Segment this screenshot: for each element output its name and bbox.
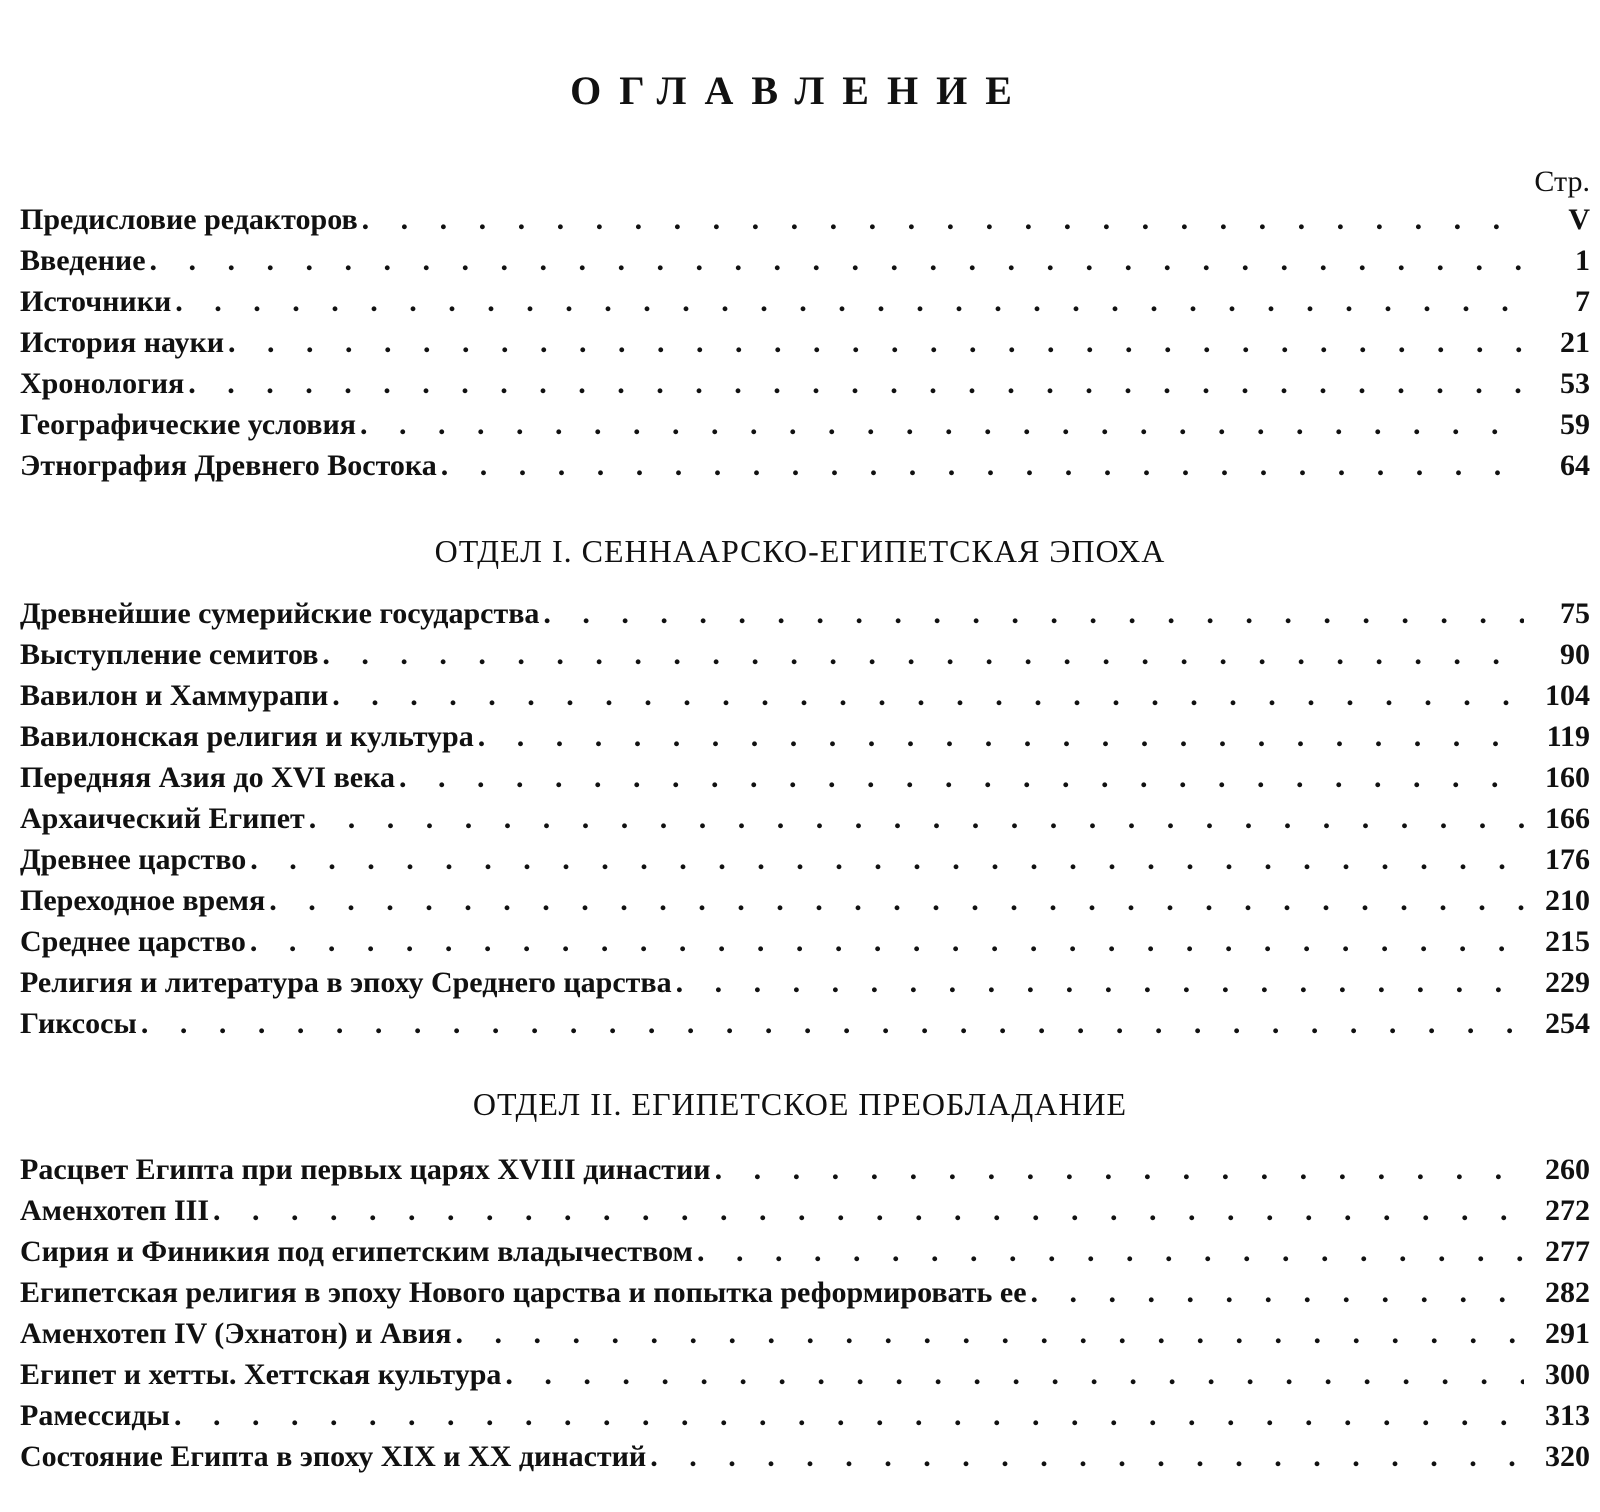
toc-entry-page-number: 215	[1545, 925, 1590, 958]
section-1-heading: ОТДЕЛ I. СЕННААРСКО-ЕГИПЕТСКАЯ ЭПОХА	[434, 533, 1166, 569]
toc-entry	[20, 880, 1590, 921]
dot-leader	[697, 1231, 1524, 1272]
toc-entry-title: Выступление семитов	[20, 638, 319, 671]
toc-entry-page-number: 104	[1545, 679, 1590, 712]
toc-entry-title: Аменхотеп III	[20, 1194, 210, 1227]
toc-entry	[20, 798, 1590, 839]
dot-leader	[441, 445, 1524, 486]
dot-leader	[478, 716, 1524, 757]
toc-entry-page-number: 300	[1545, 1358, 1590, 1391]
toc-entry	[20, 1395, 1590, 1436]
toc-entry-page-number: 291	[1545, 1317, 1590, 1350]
dot-leader	[399, 757, 1524, 798]
dot-leader	[188, 363, 1524, 404]
toc-entry-title: Вавилон и Хаммурапи	[20, 679, 329, 712]
dot-leader	[141, 1003, 1524, 1044]
dot-leader	[362, 199, 1524, 240]
dot-leader	[228, 322, 1524, 363]
toc-entry-page-number: 166	[1545, 802, 1590, 835]
toc-entry-page-number: 64	[1560, 449, 1590, 482]
intro-entries-list	[20, 199, 1590, 486]
toc-entry-page-number: 272	[1545, 1194, 1590, 1227]
toc-entry-page-number: V	[1568, 203, 1590, 236]
toc-entry-page-number: 1	[1575, 244, 1590, 277]
toc-entry	[20, 240, 1590, 281]
dot-leader	[360, 404, 1524, 445]
toc-entry-page-number: 260	[1545, 1153, 1590, 1186]
toc-entry-page-number: 229	[1545, 966, 1590, 999]
toc-entry	[20, 675, 1590, 716]
toc-entry	[20, 716, 1590, 757]
toc-entry-title: Передняя Азия до XVI века	[20, 761, 395, 794]
toc-entry-page-number: 210	[1545, 884, 1590, 917]
toc-entry-title: Религия и литература в эпоху Среднего царства	[20, 966, 672, 999]
toc-entry-page-number: 282	[1545, 1276, 1590, 1309]
dot-leader	[505, 1354, 1524, 1395]
toc-entry	[20, 1003, 1590, 1044]
toc-entry	[20, 1354, 1590, 1395]
toc-entry-title: Египет и хетты. Хеттская культура	[20, 1358, 502, 1391]
toc-entry-page-number: 160	[1545, 761, 1590, 794]
toc-entry	[20, 1231, 1590, 1272]
toc-entry	[20, 404, 1590, 445]
toc-entry-page-number: 277	[1545, 1235, 1590, 1268]
toc-entry-title: Введение	[20, 244, 146, 277]
toc-entry	[20, 281, 1590, 322]
toc-entry	[20, 1272, 1590, 1313]
toc-entry-page-number: 90	[1560, 638, 1590, 671]
section-1-entries-list	[20, 593, 1590, 1044]
toc-entry-page-number: 313	[1545, 1399, 1590, 1432]
toc-entry-title: Хронология	[20, 367, 185, 400]
toc-entry	[20, 962, 1590, 1003]
toc-entry-title: Среднее царство	[20, 925, 246, 958]
toc-entry	[20, 757, 1590, 798]
dot-leader	[175, 281, 1524, 322]
toc-entry-title: Рамессиды	[20, 1399, 170, 1432]
section-2-entries-list	[20, 1149, 1590, 1477]
toc-entry	[20, 1190, 1590, 1231]
toc-entry-title: Гиксосы	[20, 1007, 137, 1040]
toc-entry-title: Этнография Древнего Востока	[20, 449, 437, 482]
toc-entry-title: Древнейшие сумерийские государства	[20, 597, 540, 630]
toc-entry	[20, 593, 1590, 634]
toc-entry	[20, 1436, 1590, 1477]
toc-entry-title: Аменхотеп IV (Эхнатон) и Авия	[20, 1317, 452, 1350]
toc-entry-title: Предисловие редакторов	[20, 203, 358, 236]
toc-entry-page-number: 254	[1545, 1007, 1590, 1040]
page-column-label: Стр.	[1534, 165, 1590, 198]
toc-entry-page-number: 119	[1546, 720, 1590, 753]
toc-entry-page-number: 320	[1545, 1440, 1590, 1473]
dot-leader	[309, 798, 1524, 839]
toc-entry	[20, 199, 1590, 240]
toc-entry-title: Вавилонская религия и культура	[20, 720, 474, 753]
toc-entry	[20, 363, 1590, 404]
toc-entry-title: Сирия и Финикия под египетским владычеством	[20, 1235, 693, 1268]
toc-entry-title: История науки	[20, 326, 225, 359]
toc-entry-title: Архаический Египет	[20, 802, 305, 835]
toc-entry	[20, 322, 1590, 363]
dot-leader	[322, 634, 1524, 675]
toc-entry-page-number: 75	[1560, 597, 1590, 630]
page-title: ОГЛАВЛЕНИЕ	[570, 68, 1030, 113]
dot-leader	[150, 240, 1524, 281]
toc-entry-page-number: 7	[1575, 285, 1590, 318]
toc-entry	[20, 839, 1590, 880]
toc-entry-page-number: 53	[1560, 367, 1590, 400]
dot-leader	[1031, 1272, 1524, 1313]
toc-entry-page-number: 59	[1560, 408, 1590, 441]
dot-leader	[332, 675, 1524, 716]
toc-entry-title: Источники	[20, 285, 172, 318]
dot-leader	[250, 839, 1524, 880]
toc-entry-title: Переходное время	[20, 884, 266, 917]
toc-entry	[20, 921, 1590, 962]
toc-entry-title: Географические условия	[20, 408, 356, 441]
dot-leader	[269, 880, 1524, 921]
dot-leader	[543, 593, 1524, 634]
toc-entry	[20, 1149, 1590, 1190]
toc-entry-title: Древнее царство	[20, 843, 247, 876]
toc-entry	[20, 445, 1590, 486]
toc-entry-title: Египетская религия в эпоху Нового царства и попытка реформировать ее	[20, 1276, 1027, 1309]
toc-entry-page-number: 21	[1560, 326, 1590, 359]
dot-leader	[676, 962, 1524, 1003]
section-2-heading: ОТДЕЛ II. ЕГИПЕТСКОЕ ПРЕОБЛАДАНИЕ	[472, 1086, 1128, 1122]
dot-leader	[174, 1395, 1524, 1436]
dot-leader	[455, 1313, 1524, 1354]
toc-entry	[20, 1313, 1590, 1354]
dot-leader	[715, 1149, 1524, 1190]
dot-leader	[650, 1436, 1524, 1477]
toc-entry	[20, 634, 1590, 675]
toc-entry-title: Состояние Египта в эпоху XIX и XX династий	[20, 1440, 647, 1473]
dot-leader	[213, 1190, 1524, 1231]
toc-entry-page-number: 176	[1545, 843, 1590, 876]
toc-entry-title: Расцвет Египта при первых царях XVIII династии	[20, 1153, 711, 1186]
dot-leader	[250, 921, 1524, 962]
